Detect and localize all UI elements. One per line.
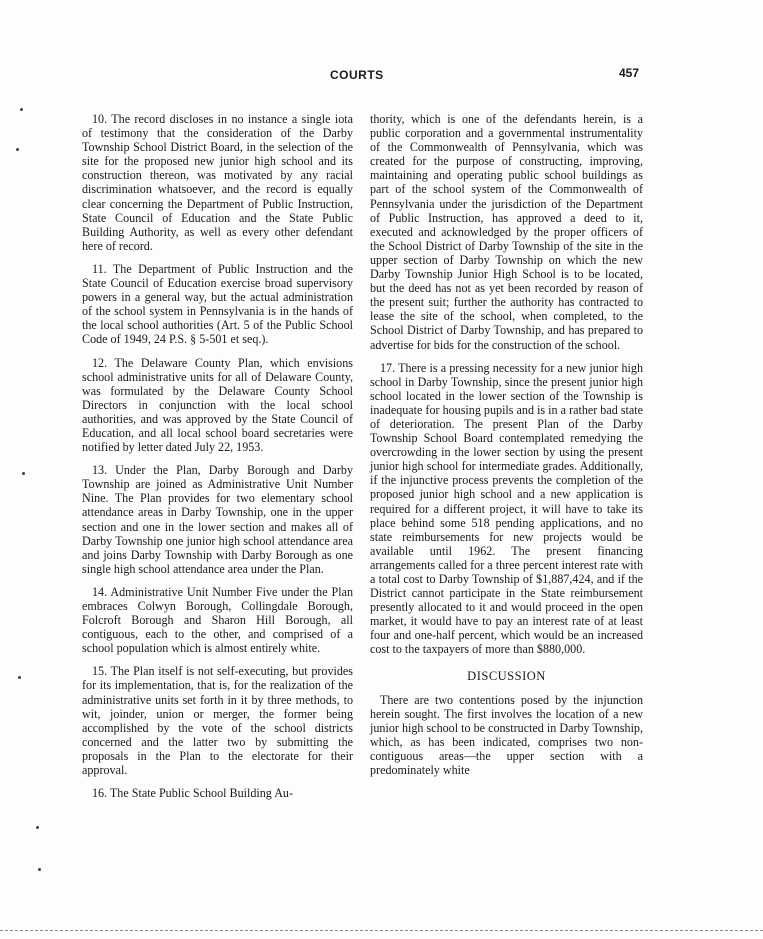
scan-speck [16, 148, 19, 151]
scan-speck [38, 868, 41, 871]
finding-16-start: 16. The State Public School Building Au- [92, 786, 293, 801]
discussion-paragraph: There are two contentions posed by the injunction herein sought. The first involves the location of a new junior high school to be constructed in Darby Township, which, as has been indicated, comprises two non-contiguous areas—the upper section with a predominately white [370, 692, 643, 778]
finding-15: 15. The Plan itself is not self-executing, but provides for its implementation, that is, for the realization of the administrative units set forth in it by three methods, to wit, joinder, union or merger, the former being accomplished by the vote of the school districts concerned and the latter two by submitting the proposals in the Plan to the electorate for their approval. [82, 664, 353, 778]
finding-13: 13. Under the Plan, Darby Borough and Darby Township are joined as Administrative Unit Number Nine. The Plan provides for two elementary school attendance areas in Darby Township, one in the upper section and one in the lower section and makes all of Darby Township one junior high school attendance area and joins Darby Township with Darby Borough as one single high school attendance area under the Plan. [82, 463, 353, 576]
page-number: 457 [619, 66, 640, 80]
finding-16-continued: thority, which is one of the defendants herein, is a public corporation and a governmental instrumentality of the Commonwealth of Pennsylvania, which was created for the purpose of constructing, improving, maintaining and operating public school buildings as part of the school system of the Commonwealth of Pennsylvania under the jurisdiction of the Department of Public Instruction, has approved a deed to it, executed and acknowledged by the proper officers of the School District of Darby Township of the site in the upper section of Darby Township on which the new Darby Township Junior High School is to be located, but the deed has not as yet been recorded by reason of the present suit; further the authority has contracted to lease the site of the school, when completed, to the School District of Darby Township, and has prepared to advertise for bids for the construction of the school. [370, 112, 643, 352]
scan-speck [36, 826, 39, 829]
page-header [0, 68, 763, 88]
right-column [370, 112, 643, 786]
finding-14: 14. Administrative Unit Number Five under the Plan embraces Colwyn Borough, Collingdale Borough, Folcroft Borough and Sharon Hill Borough, all contiguous, each to the other, and comprised of a school population which is almost entirely white. [82, 584, 353, 656]
scan-speck [22, 472, 25, 475]
running-head: COURTS [330, 68, 384, 82]
left-column [82, 112, 353, 809]
finding-17: 17. There is a pressing necessity for a new junior high school in Darby Township, since the present junior high school located in the lower section of the Township is inadequate for housing pupils and is in a rather bad state of deterioration. The present Plan of the Darby Township School Board contemplated remedying the overcrowding in the lower section by using the present junior high school for intermediate grades. Additionally, if the injunctive process prevents the completion of the proposed junior high school and a new application is required for a different project, it will have to take its place behind some 518 pending applications, and no state reimbursements for new projects would be available until 1962. The present financing arrangements called for a three percent interest rate with a total cost to Darby Township of $1,887,424, and if the District cannot participate in the State reimbursement presently allocated to it and would proceed in the open market, it would have to pay an interest rate of at least four and one-half percent, which would be an increased cost to the taxpayers of more than $880,000. [370, 360, 643, 657]
scan-speck [18, 676, 21, 679]
finding-12: 12. The Delaware County Plan, which envisions school administrative units for all of Delaware County, was formulated by the Delaware County School Directors in conjunction with the local school authorities, and was approved by the State Council of Education, and all local school board secretaries were notified by letter dated July 22, 1953. [82, 355, 353, 455]
finding-11: 11. The Department of Public Instruction and the State Council of Education exercise broad supervisory powers in a general way, but the actual administration of the school system in Pennsylvania is in the hands of the local school authorities (Art. 5 of the Public School Code of 1949, 24 P.S. § 5-501 et seq.). [82, 261, 353, 347]
scan-speck [20, 108, 23, 111]
scan-bottom-edge [0, 930, 763, 933]
finding-10: 10. The record discloses in no instance a single iota of testimony that the consideration of the Darby Township School District Board, in the selection of the site for the proposed new junior high school and its construction thereon, was motivated by any racial discrimination whatsoever, and the record is equally clear concerning the Department of Public Instruction, State Council of Education and the State Public Building Authority, as well as every other defendant here of record. [82, 112, 353, 253]
discussion-heading: DISCUSSION [467, 668, 546, 683]
